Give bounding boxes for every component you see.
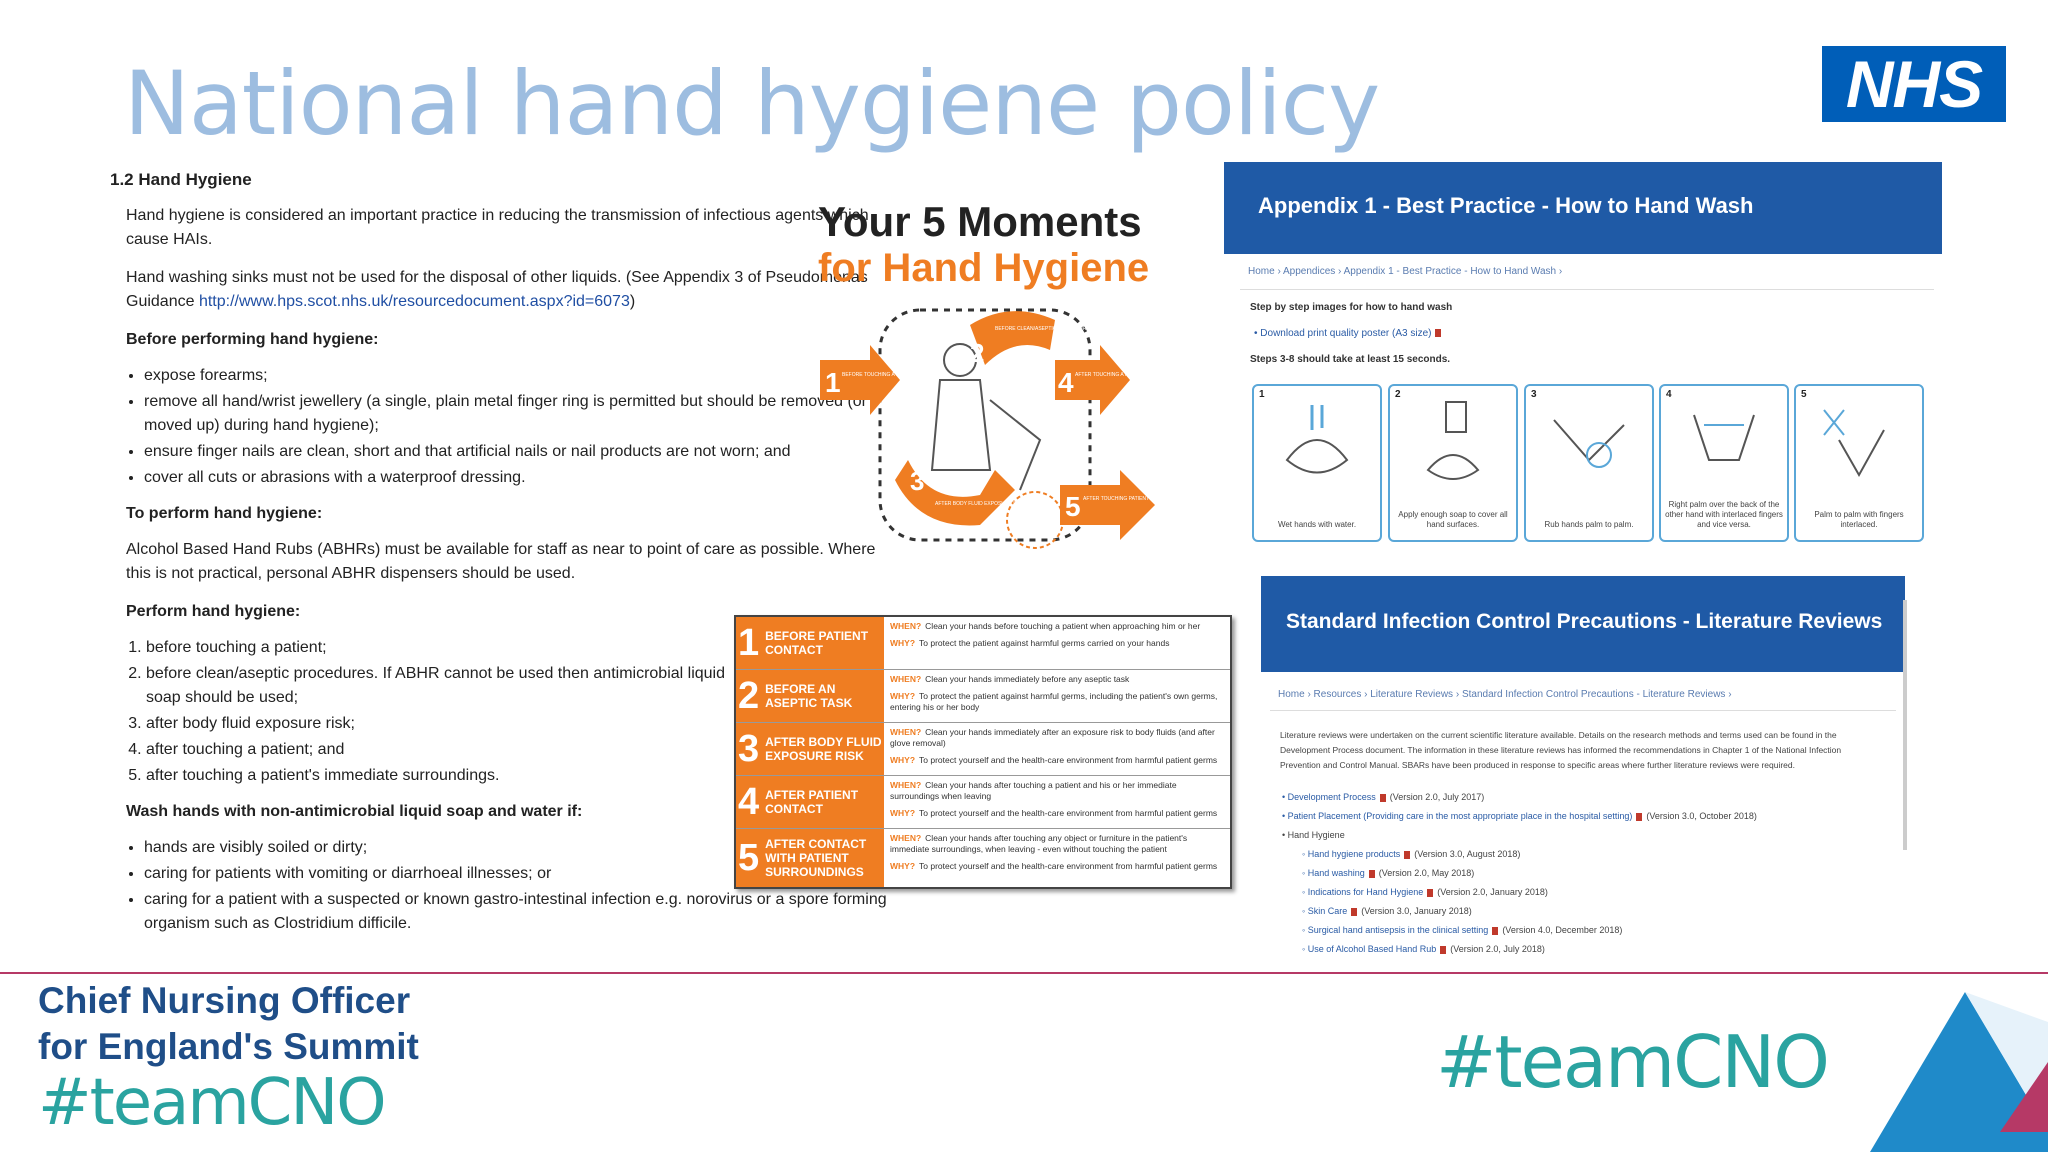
list-item: 2. before clean/aseptic procedures. If ABHR cannot be used then antimicrobial liquid soap should be used; [146, 662, 746, 710]
review-link[interactable]: Patient Placement (Providing care in the most appropriate place in the hospital setting) [1287, 811, 1633, 821]
review-version: (Version 3.0, August 2018) [1414, 849, 1521, 859]
hashtag-team-cno: #teamCNO [1436, 1020, 1828, 1104]
list-item: • remove all hand/wrist jewellery (a single, plain metal finger ring is permitted but should be removed (or moved up) during hand hygiene); [144, 390, 900, 438]
step-caption: Right palm over the back of the other hand with interlaced fingers and vice versa. [1665, 500, 1783, 529]
why-text: To protect the patient against harmful germs, including the patient's own germs, entering his or her body [890, 691, 1218, 712]
moment-2-label: BEFORE CLEAN/ASEPTIC PROCEDURE [995, 326, 1090, 332]
handwash-step-card [1388, 384, 1518, 542]
healthcare-worker-body [932, 380, 990, 470]
soap-dispenser-icon [1408, 400, 1498, 490]
footer-line-1: Chief Nursing Officer [38, 980, 411, 1021]
when-key: WHEN? [890, 833, 922, 843]
step-caption: Palm to palm with fingers interlaced. [1814, 510, 1904, 529]
poster-title: Your 5 Moments [818, 198, 1142, 245]
list-item[interactable]: ◦ Surgical hand antisepsis in the clinical setting (Version 4.0, December 2018) [1302, 925, 1623, 935]
paragraph-text: Hand washing sinks must not be used for the disposal of other liquids. (See Appendix 3 of Pseudomonas Guidance [126, 269, 868, 310]
pdf-icon [1435, 329, 1441, 337]
review-version: (Version 2.0, July 2017) [1389, 792, 1485, 802]
moment-detail-cell [884, 617, 1230, 669]
section-heading: Wash hands with non-antimicrobial liquid soap and water if: [126, 803, 583, 820]
moment-number: 3 [738, 727, 760, 770]
list-item: • caring for a patient with a suspected or known gastro-intestinal infection e.g. norovirus or a spore forming organism such as Clostridium difficile. [144, 888, 900, 936]
moment-number: 2 [738, 674, 760, 717]
moment-label: BEFORE AN ASEPTIC TASK [765, 682, 853, 710]
table-row [736, 776, 1230, 829]
list-item: • hands are visibly soiled or dirty; [144, 836, 900, 860]
moment-label-cell [736, 670, 884, 722]
step-number: 3 [1531, 389, 1537, 400]
why-key: WHY? [890, 861, 916, 871]
step-number: 1 [1259, 389, 1265, 400]
why-text: To protect the patient against harmful germs carried on your hands [919, 638, 1170, 648]
list-item[interactable]: ◦ Hand hygiene products (Version 3.0, August 2018) [1302, 849, 1521, 859]
document-paragraph [126, 266, 900, 314]
moments-table [734, 615, 1232, 889]
pdf-icon [1380, 794, 1386, 802]
perform-list [126, 636, 746, 788]
literature-review-list [1282, 788, 1757, 959]
review-link[interactable]: Skin Care [1307, 906, 1348, 916]
moment-1-number: 1 [825, 367, 841, 398]
pdf-icon [1404, 851, 1410, 859]
download-link-text[interactable]: Download print quality poster (A3 size) [1260, 328, 1432, 339]
list-item[interactable]: ◦ Use of Alcohol Based Hand Rub (Version 2.0, July 2018) [1302, 944, 1545, 954]
poster-subtitle: for Hand Hygiene [818, 246, 1150, 290]
list-item[interactable]: • Patient Placement (Providing care in the most appropriate place in the hospital setting) (Version 3.0, October 2018) [1282, 811, 1757, 821]
document-paragraph: Hand hygiene is considered an important practice in reducing the transmission of infectious agents which cause HAIs. [126, 207, 869, 248]
review-link[interactable]: Surgical hand antisepsis in the clinical setting [1307, 925, 1489, 935]
handwash-step-card [1252, 384, 1382, 542]
moment-label: AFTER BODY FLUID EXPOSURE RISK [765, 735, 882, 763]
review-version: (Version 3.0, January 2018) [1361, 906, 1472, 916]
when-text: Clean your hands after touching a patient and his or her immediate surroundings when leaving [890, 780, 1177, 801]
sicp-paragraph: Literature reviews were undertaken on the current scientific literature available. Details on the research methods and terms used can be found in the Development Process document. The information in these literature reviews has informed the recommendations in Chapter 1 of the National Infection Prevention and Control Manual. SBARs have been produced in response to specific areas where further literature reviews were required. [1280, 730, 1842, 770]
moment-label: AFTER PATIENT CONTACT [765, 788, 859, 816]
why-text: To protect yourself and the health-care environment from harmful patient germs [919, 808, 1218, 818]
list-item: 3. after body fluid exposure risk; [146, 712, 746, 736]
review-version: (Version 2.0, January 2018) [1437, 887, 1548, 897]
list-item: • expose forearms; [144, 364, 900, 388]
steps-heading: Step by step images for how to hand wash [1250, 302, 1453, 313]
moment-label-cell [736, 776, 884, 828]
moment-detail-cell [884, 723, 1230, 775]
when-key: WHEN? [890, 674, 922, 684]
table-row [736, 670, 1230, 723]
review-version: (Version 2.0, July 2018) [1450, 944, 1545, 954]
moment-3-label: AFTER BODY FLUID EXPOSURE RISK [935, 501, 1025, 507]
why-text: To protect yourself and the health-care environment from harmful patient germs [919, 861, 1218, 871]
handwash-step-card [1659, 384, 1789, 542]
list-item: • caring for patients with vomiting or diarrhoeal illnesses; or [144, 862, 900, 886]
scrollbar[interactable] [1903, 600, 1907, 850]
section-heading: Perform hand hygiene: [126, 603, 301, 620]
moment-label-cell [736, 723, 884, 775]
when-text: Clean your hands immediately after an exposure risk to body fluids (and after glove removal) [890, 727, 1215, 748]
step-caption: Rub hands palm to palm. [1544, 520, 1634, 529]
step-number: 4 [1666, 389, 1672, 400]
step-number: 2 [1395, 389, 1401, 400]
sicp-title: Standard Infection Control Precautions - Literature Reviews [1286, 610, 1883, 633]
step-number: 5 [1801, 389, 1807, 400]
download-poster-link[interactable]: • Download print quality poster (A3 size) [1254, 328, 1445, 339]
moment-5-label: AFTER TOUCHING PATIENT SURROUNDINGS [1083, 496, 1192, 502]
guidance-link[interactable]: http://www.hps.scot.nhs.uk/resourcedocument.aspx?id=6073 [198, 293, 630, 310]
table-row [736, 617, 1230, 670]
list-item: 5. after touching a patient's immediate surroundings. [146, 764, 746, 788]
review-link[interactable]: Development Process [1287, 792, 1376, 802]
footer-rule [0, 972, 2048, 974]
divider [1240, 289, 1934, 290]
appendix-title: Appendix 1 - Best Practice - How to Hand Wash [1258, 193, 1754, 218]
list-item: 4. after touching a patient; and [146, 738, 746, 762]
why-key: WHY? [890, 638, 916, 648]
paragraph-text: ) [629, 293, 636, 310]
table-row [736, 829, 1230, 887]
list-item: • cover all cuts or abrasions with a waterproof dressing. [144, 466, 900, 490]
section-heading: Before performing hand hygiene: [126, 331, 379, 348]
when-text: Clean your hands before touching a patient when approaching him or her [925, 621, 1201, 631]
moment-2-number: 2 [970, 338, 985, 368]
moment-1-label: BEFORE TOUCHING A PATIENT [842, 372, 917, 378]
pdf-icon [1636, 813, 1642, 821]
review-version: (Version 3.0, October 2018) [1646, 811, 1757, 821]
document-paragraph: Alcohol Based Hand Rubs (ABHRs) must be available for staff as near to point of care as possible. Where this is not practical, personal ABHR dispensers should be used. [126, 541, 876, 582]
when-key: WHEN? [890, 780, 922, 790]
five-moments-illustration [820, 290, 1192, 550]
hands-wet-icon [1272, 400, 1362, 490]
breadcrumb[interactable]: Home › Appendices › Appendix 1 - Best Practice - How to Hand Wash › [1248, 266, 1563, 277]
list-item[interactable]: ◦ Hand washing (Version 2.0, May 2018) [1302, 868, 1475, 878]
before-list [126, 364, 900, 490]
moment-4-number: 4 [1058, 367, 1074, 398]
why-key: WHY? [890, 755, 916, 765]
interlaced-fingers-icon [1814, 400, 1904, 490]
moment-number: 4 [738, 780, 760, 823]
moment-detail-cell [884, 670, 1230, 722]
palm-to-palm-icon [1544, 400, 1634, 490]
list-item[interactable]: ◦ Indications for Hand Hygiene (Version 2.0, January 2018) [1302, 887, 1548, 897]
moment-5-number: 5 [1065, 491, 1081, 522]
moment-detail-cell [884, 829, 1230, 887]
step-caption: Wet hands with water. [1277, 520, 1357, 529]
footer-hashtag: #teamCNO [38, 1066, 385, 1140]
why-text: To protect yourself and the health-care environment from harmful patient germs [919, 755, 1218, 765]
step-caption: Apply enough soap to cover all hand surfaces. [1398, 510, 1508, 529]
footer-summit-title [38, 978, 419, 1070]
slide-title: National hand hygiene policy [124, 52, 1380, 155]
list-item: 1. before touching a patient; [146, 636, 746, 660]
breadcrumb[interactable]: Home › Resources › Literature Reviews › Standard Infection Control Precautions - Literature Reviews › [1278, 689, 1732, 700]
section-heading: To perform hand hygiene: [126, 505, 323, 522]
list-item: • Hand Hygiene [1282, 830, 1345, 840]
pdf-icon [1369, 870, 1375, 878]
list-item[interactable]: ◦ Skin Care (Version 3.0, January 2018) [1302, 906, 1472, 916]
corner-triangle-logo [1870, 982, 2048, 1152]
handwash-step-card [1524, 384, 1654, 542]
review-link[interactable]: Indications for Hand Hygiene [1307, 887, 1424, 897]
table-row [736, 723, 1230, 776]
when-text: Clean your hands after touching any object or furniture in the patient's immediate surroundings, when leaving - even without touching the patient [890, 833, 1188, 854]
review-version: (Version 2.0, May 2018) [1378, 868, 1475, 878]
when-key: WHEN? [890, 727, 922, 737]
moment-detail-cell [884, 776, 1230, 828]
steps-note: Steps 3-8 should take at least 15 seconds. [1250, 354, 1451, 365]
review-link[interactable]: Hand washing [1307, 868, 1365, 878]
moment-label: BEFORE PATIENT CONTACT [765, 629, 869, 657]
why-key: WHY? [890, 691, 916, 701]
pdf-icon [1440, 946, 1446, 954]
moment-3-number: 3 [910, 466, 925, 496]
handwash-step-card [1794, 384, 1924, 542]
why-key: WHY? [890, 808, 916, 818]
pdf-icon [1492, 927, 1498, 935]
list-item: • ensure finger nails are clean, short and that artificial nails or nail products are not worn; and [144, 440, 900, 464]
review-version: (Version 4.0, December 2018) [1502, 925, 1623, 935]
moment-number: 1 [738, 621, 760, 664]
list-item[interactable]: • Development Process (Version 2.0, July 2017) [1282, 792, 1485, 802]
review-link[interactable]: Hand hygiene products [1307, 849, 1401, 859]
nhs-logo: NHS [1822, 46, 2006, 122]
when-key: WHEN? [890, 621, 922, 631]
moment-label: AFTER CONTACT WITH PATIENT SURROUNDINGS [765, 837, 867, 879]
document-heading: 1.2 Hand Hygiene [110, 170, 252, 189]
review-link[interactable]: Use of Alcohol Based Hand Rub [1307, 944, 1437, 954]
back-of-hand-icon [1679, 400, 1769, 490]
review-group-label: Hand Hygiene [1287, 830, 1345, 840]
pdf-icon [1427, 889, 1433, 897]
moment-4-label: AFTER TOUCHING A PATIENT [1075, 372, 1146, 378]
divider [1270, 710, 1896, 711]
when-text: Clean your hands immediately before any aseptic task [925, 674, 1130, 684]
moment-label-cell [736, 617, 884, 669]
pdf-icon [1351, 908, 1357, 916]
footer-line-2: for England's Summit [38, 1026, 419, 1067]
moment-label-cell [736, 829, 884, 887]
moment-number: 5 [738, 836, 760, 879]
